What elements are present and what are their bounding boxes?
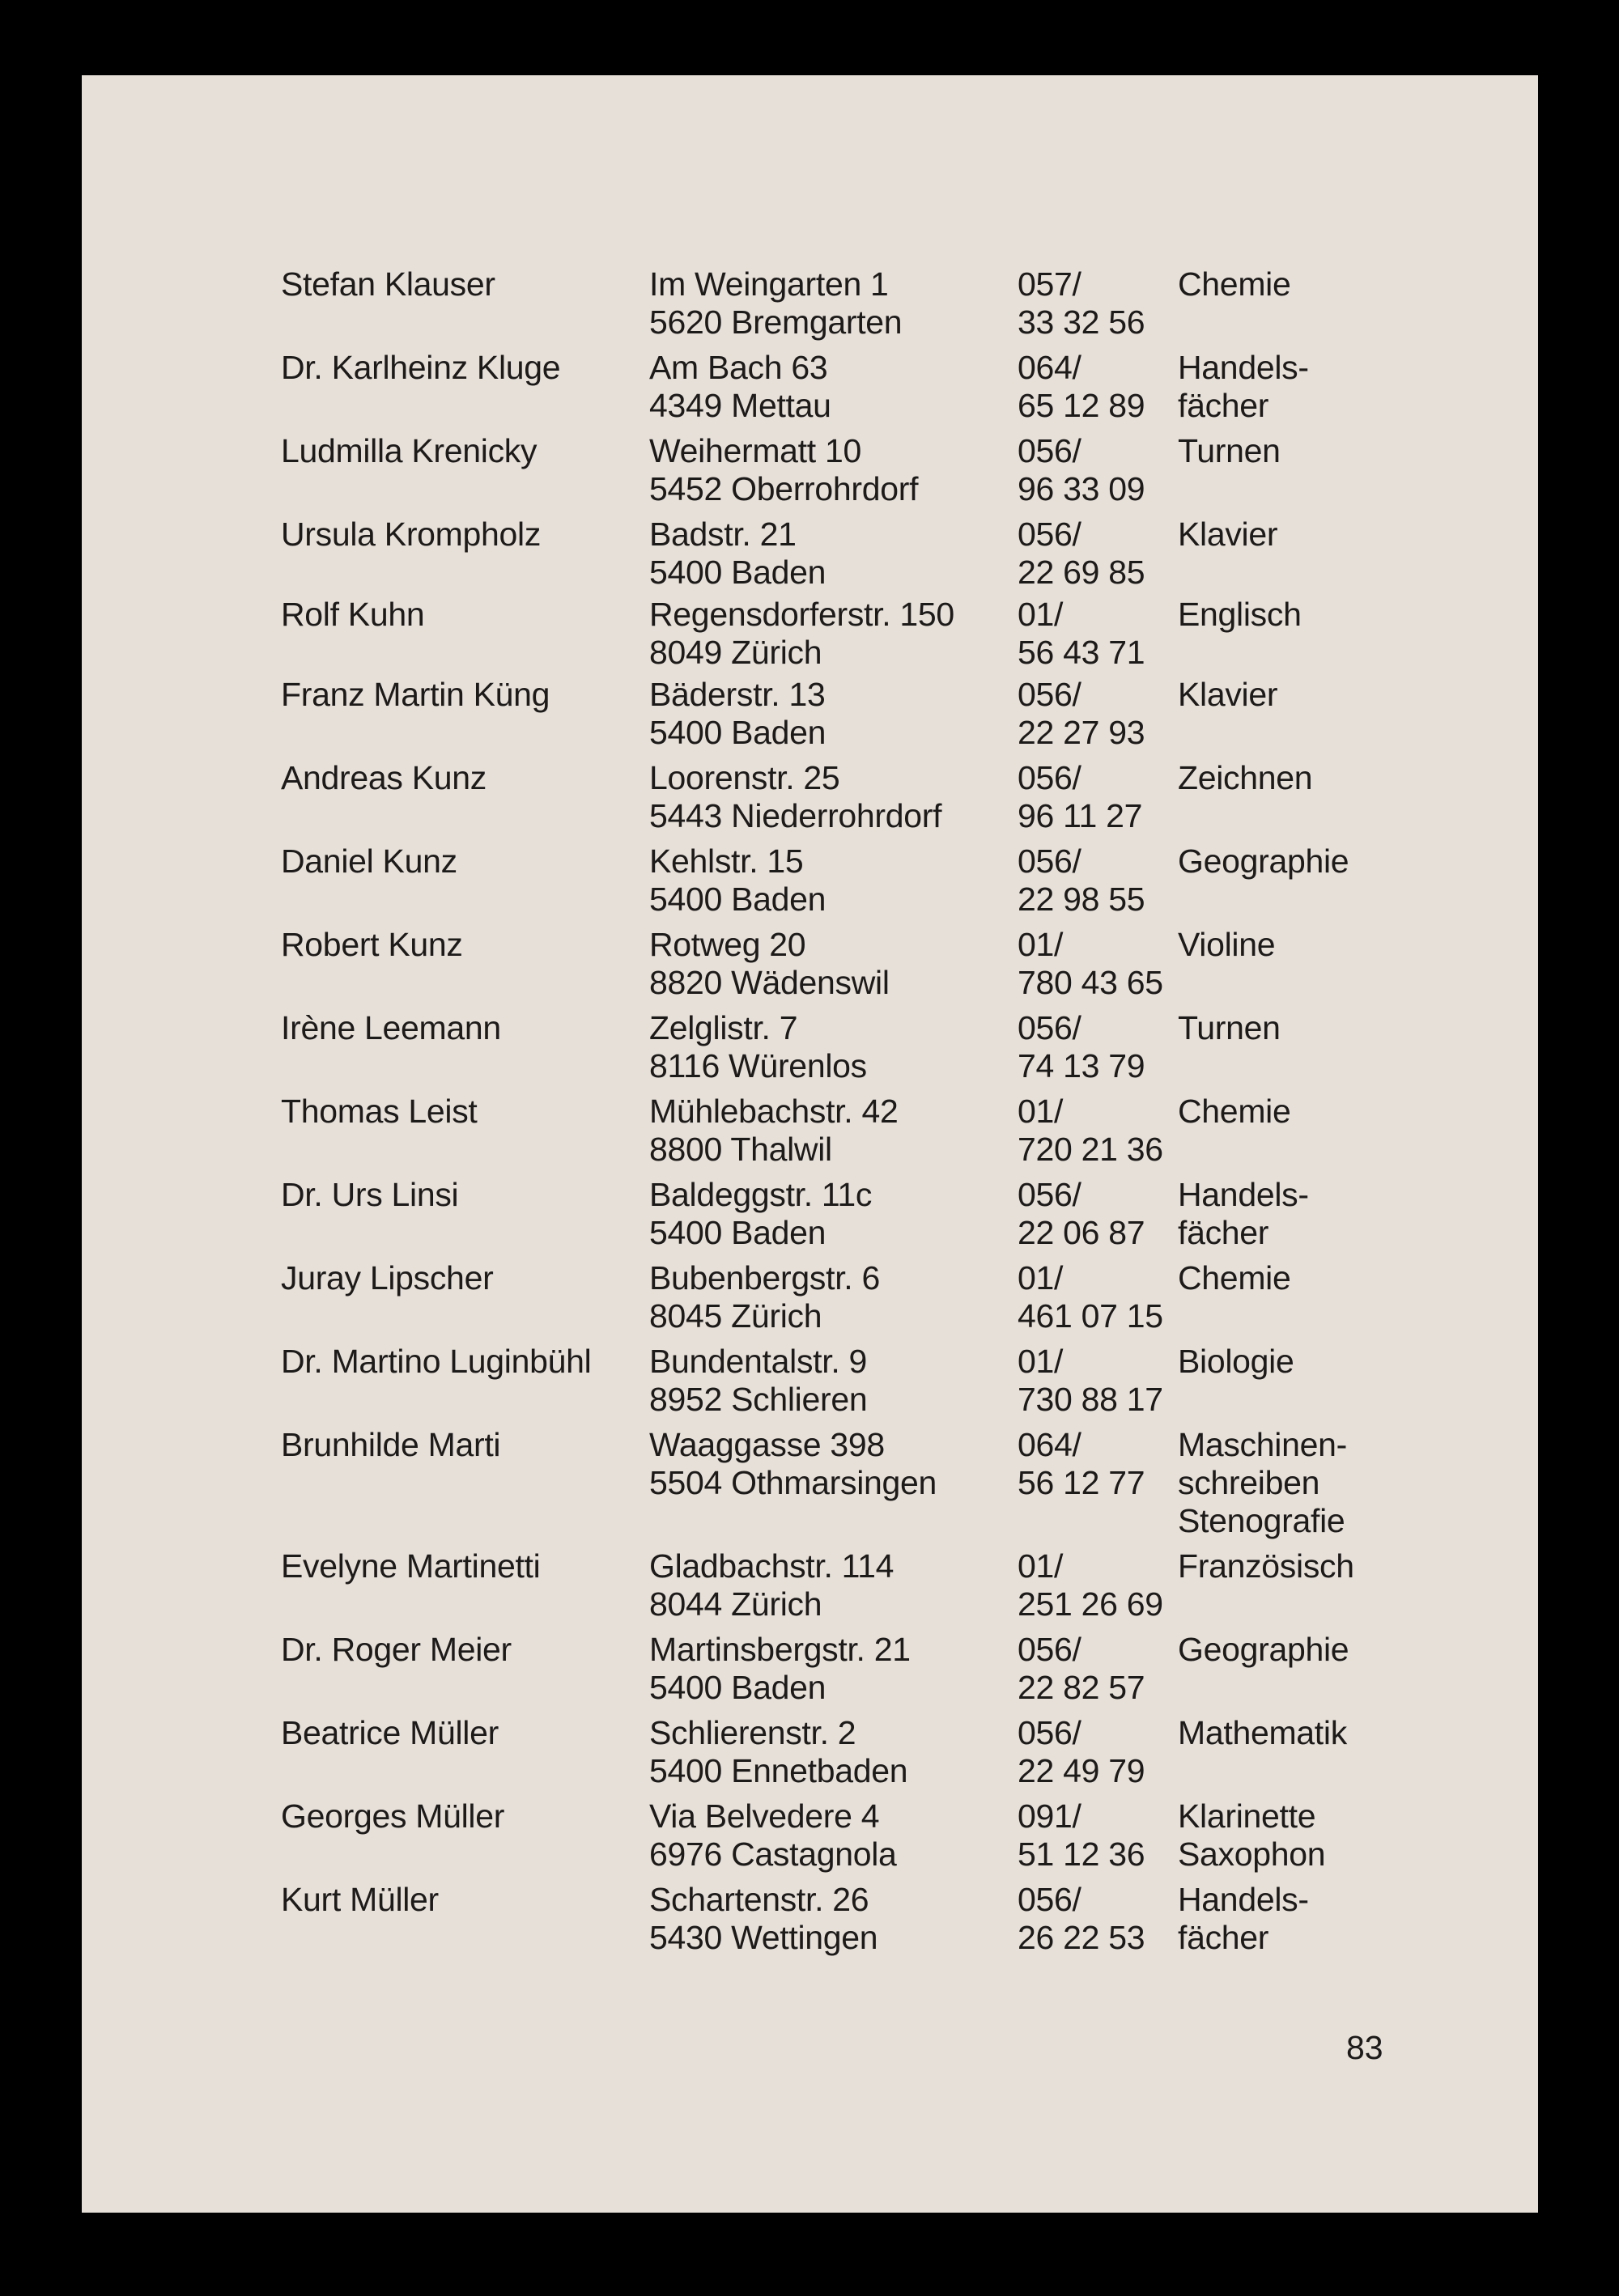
directory-entry <box>281 1176 1511 1252</box>
entry-address-line: 6976 Castagnola <box>649 1836 897 1873</box>
entry-address-line: 5400 Baden <box>649 1214 826 1251</box>
entry-address-line: 8045 Zürich <box>649 1297 822 1335</box>
entry-phone-line: 056/ <box>1018 1009 1081 1046</box>
entry-phone-line: 26 22 53 <box>1018 1919 1145 1956</box>
entry-phone <box>1018 1176 1178 1252</box>
entry-address-line: 8820 Wädenswil <box>649 964 890 1001</box>
entry-name: Stefan Klauser <box>281 265 495 303</box>
entry-address-line: Bundentalstr. 9 <box>649 1343 868 1380</box>
directory-entry <box>281 1259 1511 1335</box>
entry-subject-line: Klavier <box>1178 516 1278 553</box>
entry-address <box>649 759 1018 835</box>
entry-address-line: 5620 Bremgarten <box>649 303 903 341</box>
entry-phone-line: 461 07 15 <box>1018 1297 1163 1335</box>
entry-phone-line: 056/ <box>1018 432 1081 469</box>
entry-address-line: Weihermatt 10 <box>649 432 861 469</box>
entry-phone-line: 22 82 57 <box>1018 1669 1145 1706</box>
entry-name: Daniel Kunz <box>281 842 457 880</box>
entry-phone <box>1018 1631 1178 1707</box>
entry-phone-line: 056/ <box>1018 516 1081 553</box>
entry-address-line: Kehlstr. 15 <box>649 842 804 880</box>
entry-subject-line: Turnen <box>1178 1009 1281 1046</box>
entry-name: Ludmilla Krenicky <box>281 432 538 469</box>
entry-phone-line: 056/ <box>1018 676 1081 713</box>
entry-address <box>649 1881 1018 1957</box>
entry-phone <box>1018 1714 1178 1790</box>
entry-subject-line: Mathematik <box>1178 1714 1347 1751</box>
entry-phone-line: 01/ <box>1018 926 1064 963</box>
entry-subject-line: Geographie <box>1178 842 1349 880</box>
entry-address-line: Schartenstr. 26 <box>649 1881 869 1918</box>
entry-phone <box>1018 759 1178 835</box>
directory-entry <box>281 516 1511 592</box>
entry-subject-line: Handels- <box>1178 1176 1309 1213</box>
entry-address-line: Am Bach 63 <box>649 349 828 386</box>
entry-subject-line: schreiben <box>1178 1464 1320 1501</box>
entry-address <box>649 1343 1018 1419</box>
directory-entry <box>281 1009 1511 1085</box>
entry-subject-line: Saxophon <box>1178 1836 1326 1873</box>
entry-phone-line: 96 11 27 <box>1018 797 1143 834</box>
entry-phone-line: 01/ <box>1018 1259 1064 1297</box>
entry-subject <box>1178 1093 1511 1131</box>
entry-phone-line: 01/ <box>1018 1093 1064 1130</box>
entry-phone <box>1018 842 1178 919</box>
page-number: 83 <box>1346 2029 1383 2066</box>
entry-phone-line: 057/ <box>1018 265 1081 303</box>
entry-name: Beatrice Müller <box>281 1714 499 1751</box>
directory-entry <box>281 265 1511 342</box>
entry-phone-line: 65 12 89 <box>1018 387 1145 424</box>
entry-address <box>649 1093 1018 1169</box>
entry-subject-line: fächer <box>1178 1919 1269 1956</box>
entry-subject <box>1178 1343 1511 1381</box>
entry-address <box>649 1009 1018 1085</box>
entry-address <box>649 516 1018 592</box>
entry-address <box>649 1797 1018 1874</box>
directory-entry <box>281 432 1511 508</box>
entry-address-line: 5400 Ennetbaden <box>649 1752 908 1789</box>
document-page <box>82 75 1538 2213</box>
entry-phone-line: 74 13 79 <box>1018 1047 1145 1084</box>
entry-name: Franz Martin Küng <box>281 676 550 713</box>
entry-phone-line: 720 21 36 <box>1018 1131 1163 1168</box>
entry-phone-line: 056/ <box>1018 842 1081 880</box>
entry-subject <box>1178 432 1511 470</box>
directory-entry <box>281 842 1511 919</box>
directory-entry <box>281 1714 1511 1790</box>
directory-entry <box>281 1343 1511 1419</box>
entry-address <box>649 1714 1018 1790</box>
entry-address-line: Mühlebachstr. 42 <box>649 1093 899 1130</box>
entry-address-line: Loorenstr. 25 <box>649 759 840 796</box>
entry-name: Dr. Martino Luginbühl <box>281 1343 592 1380</box>
entry-subject <box>1178 1259 1511 1297</box>
entry-subject-line: Klarinette <box>1178 1797 1316 1835</box>
entry-address-line: Rotweg 20 <box>649 926 806 963</box>
entry-phone-line: 56 12 77 <box>1018 1464 1145 1501</box>
entry-subject <box>1178 265 1511 303</box>
entry-phone <box>1018 1547 1178 1623</box>
entry-subject-line: fächer <box>1178 1214 1269 1251</box>
entry-subject <box>1178 1714 1511 1752</box>
entry-address-line: 5400 Baden <box>649 714 826 751</box>
entry-address-line: 5504 Othmarsingen <box>649 1464 937 1501</box>
entry-phone-line: 251 26 69 <box>1018 1585 1163 1623</box>
entry-phone <box>1018 516 1178 592</box>
entry-phone <box>1018 1009 1178 1085</box>
entry-phone-line: 01/ <box>1018 1343 1064 1380</box>
entry-phone <box>1018 1426 1178 1502</box>
entry-phone <box>1018 676 1178 752</box>
entry-phone <box>1018 1797 1178 1874</box>
entry-subject <box>1178 516 1511 554</box>
entry-address-line: 5430 Wettingen <box>649 1919 878 1956</box>
entry-phone-line: 780 43 65 <box>1018 964 1163 1001</box>
entry-address-line: 8800 Thalwil <box>649 1131 832 1168</box>
entry-phone-line: 056/ <box>1018 1176 1081 1213</box>
entry-phone <box>1018 1259 1178 1335</box>
entry-name: Dr. Karlheinz Kluge <box>281 349 561 386</box>
entry-phone-line: 22 27 93 <box>1018 714 1145 751</box>
entry-name: Juray Lipscher <box>281 1259 494 1297</box>
entry-address-line: Im Weingarten 1 <box>649 265 889 303</box>
entry-phone-line: 064/ <box>1018 349 1081 386</box>
entry-subject <box>1178 1009 1511 1047</box>
entry-phone-line: 056/ <box>1018 759 1081 796</box>
directory-entry <box>281 1093 1511 1169</box>
entry-name: Kurt Müller <box>281 1881 439 1918</box>
entry-phone-line: 96 33 09 <box>1018 470 1145 507</box>
directory-entry <box>281 349 1511 425</box>
entry-address-line: 8049 Zürich <box>649 634 822 671</box>
entry-address-line: Bubenbergstr. 6 <box>649 1259 880 1297</box>
entry-phone <box>1018 432 1178 508</box>
entry-address-line: Gladbachstr. 114 <box>649 1547 894 1585</box>
entry-address-line: Waaggasse 398 <box>649 1426 885 1463</box>
directory-entry <box>281 759 1511 835</box>
entry-phone <box>1018 596 1178 672</box>
entry-name: Rolf Kuhn <box>281 596 425 633</box>
entry-address <box>649 1547 1018 1623</box>
entry-address-line: Martinsbergstr. 21 <box>649 1631 911 1668</box>
entry-address-line: 5400 Baden <box>649 554 826 591</box>
entry-subject-line: Chemie <box>1178 1259 1291 1297</box>
entry-address-line: 5443 Niederrohrdorf <box>649 797 942 834</box>
entry-name: Brunhilde Marti <box>281 1426 501 1463</box>
entry-subject <box>1178 1797 1511 1874</box>
entry-subject-line: Maschinen- <box>1178 1426 1347 1463</box>
entry-subject-line: Handels- <box>1178 349 1309 386</box>
entry-subject-line: Handels- <box>1178 1881 1309 1918</box>
entry-phone-line: 730 88 17 <box>1018 1381 1163 1418</box>
entry-subject-line: Chemie <box>1178 1093 1291 1130</box>
directory-list <box>281 265 1511 1957</box>
entry-address <box>649 1176 1018 1252</box>
entry-address <box>649 676 1018 752</box>
entry-subject <box>1178 1547 1511 1585</box>
entry-phone-line: 064/ <box>1018 1426 1081 1463</box>
entry-name: Ursula Krompholz <box>281 516 542 553</box>
entry-subject-line: Violine <box>1178 926 1276 963</box>
entry-subject-line: Turnen <box>1178 432 1281 469</box>
entry-phone-line: 056/ <box>1018 1631 1081 1668</box>
entry-phone-line: 056/ <box>1018 1881 1081 1918</box>
entry-phone <box>1018 1343 1178 1419</box>
directory-entry <box>281 1797 1511 1874</box>
entry-address-line: Via Belvedere 4 <box>649 1797 880 1835</box>
entry-phone-line: 33 32 56 <box>1018 303 1145 341</box>
entry-address-line: 4349 Mettau <box>649 387 831 424</box>
entry-address <box>649 842 1018 919</box>
entry-address-line: 8044 Zürich <box>649 1585 822 1623</box>
entry-address <box>649 1259 1018 1335</box>
entry-subject-line: Chemie <box>1178 265 1291 303</box>
entry-address-line: 5400 Baden <box>649 881 826 918</box>
entry-phone <box>1018 1881 1178 1957</box>
directory-entry <box>281 1631 1511 1707</box>
entry-name: Thomas Leist <box>281 1093 478 1130</box>
entry-address-line: 5452 Oberrohrdorf <box>649 470 919 507</box>
entry-phone <box>1018 926 1178 1002</box>
entry-name: Andreas Kunz <box>281 759 487 796</box>
directory-entry <box>281 1881 1511 1957</box>
entry-name: Robert Kunz <box>281 926 463 963</box>
directory-entry <box>281 926 1511 1002</box>
entry-name: Georges Müller <box>281 1797 505 1835</box>
entry-phone-line: 01/ <box>1018 596 1064 633</box>
entry-subject <box>1178 1426 1511 1540</box>
entry-subject-line: Klavier <box>1178 676 1278 713</box>
entry-subject <box>1178 1881 1511 1957</box>
entry-subject-line: Stenografie <box>1178 1502 1345 1539</box>
entry-phone <box>1018 265 1178 342</box>
entry-phone-line: 51 12 36 <box>1018 1836 1145 1873</box>
entry-subject <box>1178 759 1511 797</box>
entry-name: Evelyne Martinetti <box>281 1547 541 1585</box>
directory-entry <box>281 1547 1511 1623</box>
entry-name: Irène Leemann <box>281 1009 501 1046</box>
entry-phone-line: 01/ <box>1018 1547 1064 1585</box>
entry-address <box>649 1631 1018 1707</box>
entry-address-line: Baldeggstr. 11c <box>649 1176 873 1213</box>
entry-address-line: Zelglistr. 7 <box>649 1009 798 1046</box>
directory-entry <box>281 596 1511 672</box>
entry-subject-line: Englisch <box>1178 596 1302 633</box>
entry-subject-line: Biologie <box>1178 1343 1294 1380</box>
entry-phone-line: 22 06 87 <box>1018 1214 1145 1251</box>
entry-address-line: 8952 Schlieren <box>649 1381 868 1418</box>
directory-entry <box>281 676 1511 752</box>
entry-subject-line: Französisch <box>1178 1547 1354 1585</box>
entry-subject <box>1178 596 1511 634</box>
entry-subject-line: Geographie <box>1178 1631 1349 1668</box>
entry-phone-line: 091/ <box>1018 1797 1081 1835</box>
entry-phone-line: 22 69 85 <box>1018 554 1145 591</box>
entry-address <box>649 432 1018 508</box>
entry-subject <box>1178 842 1511 881</box>
directory-entry <box>281 1426 1511 1540</box>
entry-address-line: Badstr. 21 <box>649 516 797 553</box>
entry-address-line: Regensdorferstr. 150 <box>649 596 954 633</box>
entry-address-line: 8116 Würenlos <box>649 1047 867 1084</box>
entry-address <box>649 1426 1018 1502</box>
entry-subject <box>1178 349 1511 425</box>
entry-name: Dr. Urs Linsi <box>281 1176 459 1213</box>
entry-address <box>649 596 1018 672</box>
entry-subject <box>1178 1176 1511 1252</box>
entry-subject <box>1178 926 1511 964</box>
entry-subject <box>1178 676 1511 714</box>
entry-address-line: Bäderstr. 13 <box>649 676 826 713</box>
entry-phone <box>1018 1093 1178 1169</box>
entry-phone <box>1018 349 1178 425</box>
entry-address <box>649 926 1018 1002</box>
entry-address-line: Schlierenstr. 2 <box>649 1714 856 1751</box>
entry-phone-line: 22 49 79 <box>1018 1752 1145 1789</box>
entry-phone-line: 22 98 55 <box>1018 881 1145 918</box>
entry-address <box>649 265 1018 342</box>
entry-phone-line: 56 43 71 <box>1018 634 1145 671</box>
entry-subject <box>1178 1631 1511 1669</box>
entry-address <box>649 349 1018 425</box>
entry-subject-line: Zeichnen <box>1178 759 1313 796</box>
entry-address-line: 5400 Baden <box>649 1669 826 1706</box>
entry-phone-line: 056/ <box>1018 1714 1081 1751</box>
entry-subject-line: fächer <box>1178 387 1269 424</box>
entry-name: Dr. Roger Meier <box>281 1631 512 1668</box>
